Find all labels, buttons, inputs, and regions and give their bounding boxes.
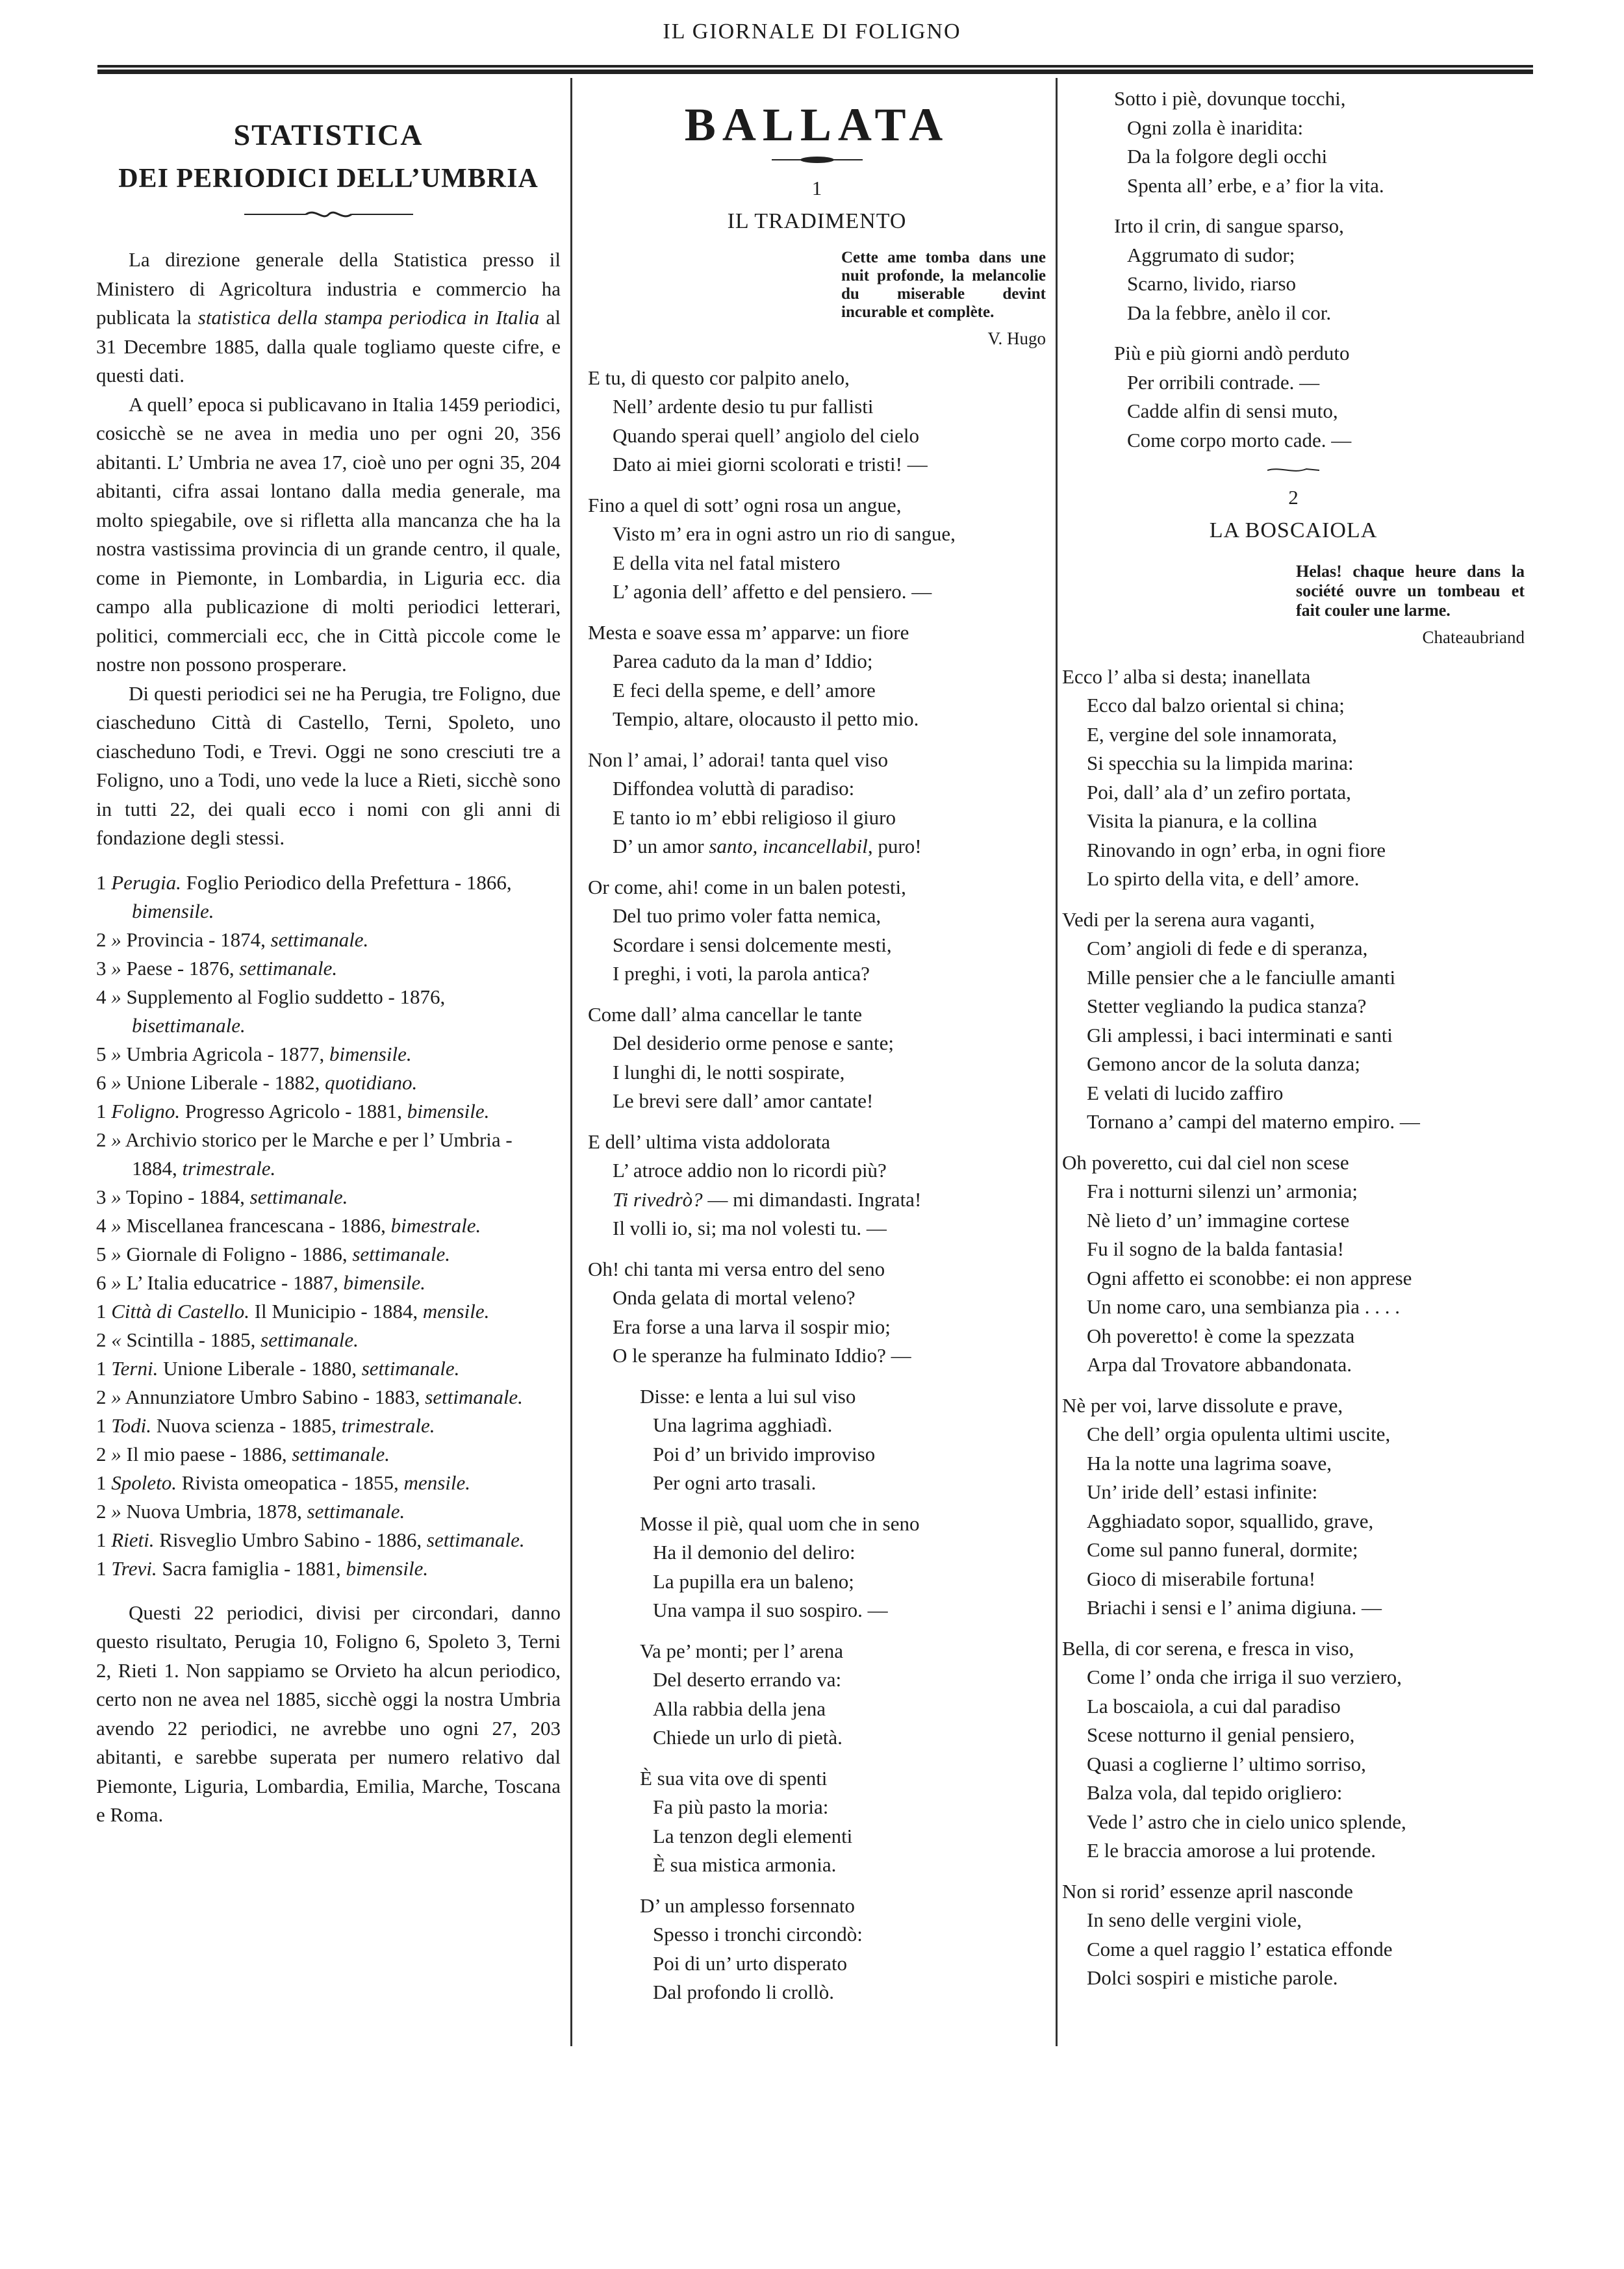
periodical-number: 6: [96, 1271, 112, 1294]
verse-line: Agghiadato sopor, squallido, grave,: [1087, 1509, 1374, 1532]
verse-line: Ecco dal balzo oriental si china;: [1087, 694, 1345, 716]
verse-line: D’ un amplesso forsennato: [640, 1894, 855, 1917]
column-boscaiola: [1062, 84, 1525, 2066]
verse-line: Si specchia su la limpida marina:: [1087, 752, 1354, 774]
periodical-name: Annunziatore Umbro Sabino - 1883,: [121, 1385, 425, 1408]
verse-line: Diffondea voluttà di paradiso:: [613, 777, 855, 800]
verse-line: La pupilla era un baleno;: [653, 1569, 854, 1593]
periodical-frequency: trimestrale.: [182, 1156, 276, 1180]
flourish-ornament: [244, 207, 413, 222]
verse-line: Fino a quel di sott’ ogni rosa un angue,: [588, 493, 902, 516]
periodical-frequency: settimanale.: [239, 956, 338, 980]
stanza: [1062, 1634, 1525, 1866]
verse-line: Ogni zolla è inaridita:: [1127, 116, 1304, 139]
verse-line: Più e più giorni andò perduto: [1114, 342, 1350, 364]
header-rule: [97, 65, 1533, 74]
periodical-number: 5: [96, 1042, 112, 1065]
article-title: STATISTICA: [233, 118, 424, 151]
periodical-name: Rivista omeopatica - 1855,: [177, 1471, 404, 1494]
periodical-name: Umbria Agricola - 1877,: [121, 1042, 330, 1065]
verse-line: Tempio, altare, olocausto il petto mio.: [613, 707, 919, 730]
verse-line: Ecco l’ alba si desta; inanellata: [1062, 665, 1311, 688]
periodical-number: 1: [96, 1528, 112, 1551]
periodical-frequency: bimestrale.: [390, 1213, 481, 1237]
part1-stanzas: [588, 364, 1046, 1371]
stanza: [588, 873, 1046, 989]
column-statistica: [96, 84, 561, 2066]
column-divider-1: [570, 78, 572, 2046]
periodical-name: Nuova scienza - 1885,: [151, 1413, 342, 1437]
part2-epigraph: Helas! chaque heure dans la société ouvre un tombeau et fait couler une larme.: [1296, 562, 1525, 620]
verse-line: Sotto i piè, dovunque tocchi,: [1114, 87, 1346, 110]
periodical-number: 5: [96, 1242, 112, 1265]
stanza: [588, 491, 1046, 607]
periodical-name: Foglio Periodico della Prefettura - 1866,: [181, 870, 512, 894]
verse-line: Scese notturno il genial pensiero,: [1087, 1723, 1355, 1746]
verse-line: Nè per voi, larve dissolute e prave,: [1062, 1393, 1343, 1417]
verse-line: Che dell’ orgia opulenta ultimi uscite,: [1087, 1423, 1391, 1445]
periodical-number: 1: [96, 1099, 112, 1122]
verse-line: Mille pensier che a le fanciulle amanti: [1087, 965, 1396, 989]
periodical-number: 1: [96, 870, 112, 894]
periodical-city: »: [111, 1213, 121, 1237]
periodical-name: Sacra famiglia - 1881,: [157, 1556, 346, 1580]
section-ornament: [1267, 466, 1319, 474]
periodical-name: Unione Liberale - 1882,: [121, 1071, 325, 1094]
stanza: [588, 1128, 1046, 1243]
periodical-city: »: [111, 1071, 121, 1094]
verse-line: Rinovando in ogn’ erba, in ogni fiore: [1087, 838, 1386, 861]
periodical-city: Spoleto.: [111, 1471, 177, 1494]
verse-line: È sua vita ove di spenti: [640, 1766, 828, 1790]
verse-line: Dal profondo li crollò.: [653, 1981, 834, 2003]
article-subtitle: DEI PERIODICI DELL’UMBRIA: [118, 164, 539, 194]
periodical-number: 4: [96, 985, 112, 1008]
verse-line: Da la folgore degli occhi: [1127, 145, 1328, 168]
periodical-number: 2: [96, 1442, 112, 1465]
intro-emphasis: statistica della stampa periodica in Italia: [197, 306, 540, 329]
periodical-name: Progresso Agricolo - 1881,: [180, 1099, 407, 1122]
periodical-item: [96, 1383, 561, 1412]
verse-line: E velati di lucido zaffiro: [1087, 1081, 1284, 1104]
verse-line: Come sul panno funeral, dormite;: [1087, 1538, 1358, 1561]
verse-line: Mesta e soave essa m’ apparve: un fiore: [588, 620, 909, 644]
periodical-number: 1: [96, 1556, 112, 1580]
periodical-frequency: bimensile.: [407, 1099, 490, 1122]
periodical-city: »: [111, 1442, 121, 1465]
verse-line: Quasi a coglierne l’ ultimo sorriso,: [1087, 1752, 1366, 1775]
verse-line: Scordare i sensi dolcemente mesti,: [613, 933, 892, 956]
periodical-number: 1: [96, 1356, 112, 1380]
verse-emphasis: Ti rivedrò?: [613, 1187, 703, 1211]
verse-line: E, vergine del sole innamorata,: [1087, 722, 1338, 746]
verse-line: Ti rivedrò? — mi dimandasti. Ingrata!: [613, 1187, 922, 1211]
verse-line: Com’ angioli di fede e di speranza,: [1087, 937, 1368, 959]
stanza: [1062, 906, 1525, 1137]
periodical-city: «: [111, 1328, 121, 1351]
verse-line: Scarno, livido, riarso: [1127, 272, 1297, 295]
verse-line: Fra i notturni silenzi un’ armonia;: [1087, 1180, 1358, 1202]
periodical-item: [96, 1554, 561, 1583]
periodical-city: Foligno.: [111, 1099, 181, 1122]
verse-line: Disse: e lenta a lui sul viso: [640, 1384, 856, 1408]
periodical-item: [96, 1097, 561, 1126]
verse-line: Visto m’ era in ogni astro un rio di sangue,: [613, 522, 956, 545]
periodical-item: [96, 1240, 561, 1269]
periodical-city: Trevi.: [111, 1556, 157, 1580]
periodical-item: [96, 1412, 561, 1440]
verse-line: E tanto io m’ ebbi religioso il giuro: [613, 805, 896, 829]
verse-line: Parea caduto da la man d’ Iddio;: [613, 650, 873, 672]
periodical-number: 3: [96, 1185, 112, 1208]
verse-line: Era forse a una larva il sospir mio;: [613, 1315, 891, 1338]
periodical-frequency: settimanale.: [307, 1499, 405, 1523]
part2-number: 2: [1288, 486, 1299, 509]
verse-line: Dolci sospiri e mistiche parole.: [1087, 1966, 1338, 1989]
verse-line: Arpa dal Trovatore abbandonata.: [1087, 1353, 1352, 1376]
verse-line: Non si rorid’ essenze april nasconde: [1062, 1879, 1353, 1903]
periodical-city: »: [111, 985, 121, 1008]
stanza: [1062, 84, 1525, 200]
periodical-item: [96, 1526, 561, 1554]
periodical-name: Miscellanea francescana - 1886,: [121, 1213, 391, 1237]
stanza: [588, 1510, 1046, 1625]
part1-narrative: [588, 1382, 1046, 2007]
verse-line: Come dall’ alma cancellar le tante: [588, 1002, 863, 1026]
verse-line: Del tuo primo voler fatta nemica,: [613, 904, 882, 927]
verse-line: Dato ai miei giorni scolorati e tristi! —: [613, 453, 928, 475]
periodical-name: Il Municipio - 1884,: [249, 1299, 423, 1323]
part2-title: LA BOSCAIOLA: [1209, 518, 1378, 542]
verse-line: Oh poveretto, cui dal ciel non scese: [1062, 1150, 1349, 1174]
part1-ending: [1062, 84, 1525, 455]
periodical-frequency: settimanale.: [270, 928, 369, 951]
periodical-frequency: bimensile.: [343, 1271, 426, 1294]
periodical-city: »: [111, 1271, 121, 1294]
periodical-item: [96, 1297, 561, 1326]
verse-line: E feci della speme, e dell’ amore: [613, 678, 876, 702]
verse-line: Irto il crin, di sangue sparso,: [1114, 214, 1344, 237]
verse-line: Un nome caro, una sembianza pia . . . .: [1087, 1295, 1401, 1318]
verse-line: D’ un amor santo, incancellabil, puro!: [613, 835, 922, 857]
periodical-name: Archivio storico per le Marche e per l’ Umbria - 1884,: [121, 1128, 513, 1180]
periodical-name: Nuova Umbria, 1878,: [121, 1499, 307, 1523]
verse-line: Oh! chi tanta mi versa entro del seno: [588, 1257, 885, 1280]
verse-line: Oh poveretto! è come la spezzata: [1087, 1324, 1355, 1347]
verse-line: L’ agonia dell’ affetto e del pensiero. —: [613, 580, 932, 603]
intro-paragraph: La direzione generale della Statistica presso il Ministero di Agricoltura industria e commercio ha publicata la statistica della stampa periodica in Italia al 31 Decembre 1885, dalla quale togliamo queste cifre, e questi dati.: [96, 248, 561, 387]
article-closing: Questi 22 periodici, divisi per circondari, danno questo risultato, Perugia 10, Foligno 6, Spoleto 3, Terni 2, Rieti 1. Non sappiamo se Orvieto ha alcun periodico, certo non ne avea nel 1885, sicchè oggi la nostra Umbria avendo 22 periodici, ne avrebbe uno ogni 27, 203 abitanti, e sarebbe superata per numero relativo dal Piemonte, Liguria, Lombardia, Emilia, Marche, Toscana e Roma.: [96, 1601, 561, 1826]
periodical-item: [96, 983, 561, 1040]
stanza: [588, 364, 1046, 479]
periodical-city: »: [111, 1242, 121, 1265]
verse-line: Or come, ahi! come in un balen potesti,: [588, 875, 906, 898]
periodical-item: [96, 1040, 561, 1069]
periodical-number: 1: [96, 1413, 112, 1437]
periodical-item: [96, 1497, 561, 1526]
verse-line: Il volli io, si; ma nol volesti tu. —: [613, 1217, 887, 1239]
periodical-item: [96, 1469, 561, 1497]
periodical-number: 2: [96, 1128, 112, 1151]
verse-line: In seno delle vergini viole,: [1087, 1908, 1302, 1931]
stanza: [1062, 663, 1525, 894]
periodical-city: Terni.: [111, 1356, 159, 1380]
verse-line: Poi d’ un brivido improviso: [653, 1442, 876, 1465]
verse-line: Tornano a’ campi del materno empiro. —: [1087, 1110, 1420, 1133]
periodical-name: Giornale di Foligno - 1886,: [121, 1242, 353, 1265]
periodical-name: Unione Liberale - 1880,: [158, 1356, 362, 1380]
periodical-frequency: mensile.: [403, 1471, 470, 1494]
stanza: [588, 1637, 1046, 1753]
periodical-item: [96, 1440, 561, 1469]
verse-line: Ogni affetto ei sconobbe: ei non apprese: [1087, 1266, 1412, 1289]
verse-line: Cadde alfin di sensi muto,: [1127, 399, 1338, 422]
stanza: [588, 618, 1046, 734]
stanza: [1062, 339, 1525, 455]
periodical-item: [96, 926, 561, 954]
periodical-city: »: [111, 1385, 121, 1408]
periodical-item: [96, 1126, 561, 1183]
periodical-name: Risveglio Umbro Sabino - 1886,: [154, 1528, 427, 1551]
verse-line: Una lagrima agghiadì.: [653, 1413, 833, 1436]
periodical-frequency: bimensile.: [329, 1042, 412, 1065]
verse-line: Vede l’ astro che in cielo unico splende,: [1087, 1810, 1406, 1833]
periodical-frequency: trimestrale.: [341, 1413, 435, 1437]
periodical-name: L’ Italia educatrice - 1887,: [121, 1271, 344, 1294]
verse-line: Poi di un’ urto disperato: [653, 1951, 848, 1975]
periodical-number: 1: [96, 1471, 112, 1494]
stanza: [588, 1000, 1046, 1116]
stanza: [1062, 1148, 1525, 1380]
periodical-frequency: quotidiano.: [325, 1071, 418, 1094]
verse-line: Nell’ ardente desio tu pur fallisti: [613, 395, 874, 418]
verse-line: E le braccia amorose a lui protende.: [1087, 1839, 1376, 1862]
periodical-frequency: bisettimanale.: [132, 1013, 246, 1037]
title-ornament: [772, 155, 863, 165]
periodicals-list: [96, 868, 561, 1583]
intro-paragraph: Di questi periodici sei ne ha Perugia, tre Foligno, due ciascheduno Città di Castello, Terni, Spoleto, uno ciascheduno Todi, e Trevi. Oggi ne sono cresciuti tre a Foligno, uno a Todi, uno vede la luce a Rieti, sicchè sono in tutti 22, dei quali ecco i nomi con gli anni di fondazione degli stessi.: [96, 681, 561, 849]
periodical-name: Scintilla - 1885,: [121, 1328, 261, 1351]
verse-line: Del desiderio orme penose e sante;: [613, 1032, 894, 1054]
periodical-number: 3: [96, 956, 112, 980]
periodical-number: 2: [96, 1385, 112, 1408]
verse-line: E dell’ ultima vista addolorata: [588, 1130, 831, 1153]
periodical-item: [96, 954, 561, 983]
periodical-frequency: settimanale.: [292, 1442, 390, 1465]
column-ballata: [588, 84, 1046, 2066]
masthead: IL GIORNALE DI FOLIGNO: [663, 19, 961, 44]
periodical-item: [96, 1354, 561, 1383]
periodical-frequency: bimensile.: [132, 899, 214, 922]
verse-line: Visita la pianura, e la collina: [1087, 809, 1317, 832]
periodical-frequency: settimanale.: [426, 1528, 525, 1551]
part1-title: IL TRADIMENTO: [727, 209, 907, 233]
periodical-name: Supplemento al Foglio suddetto - 1876,: [121, 985, 446, 1008]
part1-epigraph: Cette ame tomba dans une nuit profonde, la melancolie du miserable devint incurable et complète.: [841, 249, 1046, 321]
verse-line: E della vita nel fatal mistero: [613, 551, 841, 574]
verse-line: Nè lieto d’ un’ immagine cortese: [1087, 1208, 1350, 1232]
verse-line: Balza vola, dal tepido origliero:: [1087, 1781, 1343, 1804]
periodical-frequency: mensile.: [422, 1299, 490, 1323]
verse-line: Un’ iride dell’ estasi infinite:: [1087, 1480, 1318, 1503]
verse-line: Non l’ amai, l’ adorai! tanta quel viso: [588, 748, 888, 771]
periodical-item: [96, 1269, 561, 1297]
periodical-item: [96, 868, 561, 926]
periodical-city: Todi.: [111, 1413, 152, 1437]
stanza: [1062, 1391, 1525, 1623]
periodical-item: [96, 1211, 561, 1240]
poem-title: BALLATA: [684, 99, 950, 151]
verse-line: È sua mistica armonia.: [653, 1853, 837, 1876]
stanza: [588, 1255, 1046, 1371]
verse-line: Le brevi sere dall’ amor cantate!: [613, 1089, 874, 1112]
verse-line: Bella, di cor serena, e fresca in viso,: [1062, 1636, 1354, 1660]
periodical-city: »: [111, 1185, 121, 1208]
periodical-city: »: [111, 1499, 121, 1523]
verse-line: Va pe’ monti; per l’ arena: [640, 1639, 844, 1662]
periodical-number: 1: [96, 1299, 112, 1323]
periodical-item: [96, 1183, 561, 1211]
periodical-city: »: [111, 928, 121, 951]
verse-line: Chiede un urlo di pietà.: [653, 1726, 843, 1749]
stanza: [1062, 1877, 1525, 1993]
periodical-city: Perugia.: [111, 870, 181, 894]
verse-line: Briachi i sensi e l’ anima digiuna. —: [1087, 1596, 1382, 1619]
verse-line: L’ atroce addio non lo ricordi più?: [613, 1159, 887, 1182]
periodical-frequency: settimanale.: [361, 1356, 460, 1380]
periodical-frequency: settimanale.: [352, 1242, 451, 1265]
verse-line: Una vampa il suo sospiro. —: [653, 1599, 888, 1621]
column-divider-2: [1056, 78, 1058, 2046]
verse-line: Da la febbre, anèlo il cor.: [1127, 301, 1332, 324]
verse-line: Vedi per la serena aura vaganti,: [1062, 907, 1315, 931]
periodical-city: »: [111, 956, 121, 980]
article-intro: [96, 246, 561, 853]
verse-line: Per orribili contrade. —: [1127, 370, 1320, 394]
periodical-number: 6: [96, 1071, 112, 1094]
periodical-name: Provincia - 1874,: [121, 928, 271, 951]
periodical-number: 4: [96, 1213, 112, 1237]
periodical-number: 2: [96, 1328, 112, 1351]
periodical-frequency: settimanale.: [260, 1328, 359, 1351]
periodical-name: Paese - 1876,: [121, 956, 240, 980]
verse-line: I preghi, i voti, la parola antica?: [613, 962, 870, 985]
part2-stanzas: [1062, 663, 1525, 1993]
verse-line: Fa più pasto la moria:: [653, 1795, 829, 1818]
verse-line: O le speranze ha fulminato Iddio? —: [613, 1344, 911, 1367]
verse-line: I lunghi di, le notti sospirate,: [613, 1060, 845, 1084]
verse-line: Gioco di miserabile fortuna!: [1087, 1567, 1316, 1590]
periodical-number: 2: [96, 928, 112, 951]
verse-line: Ha il demonio del deliro:: [653, 1541, 856, 1564]
verse-line: Ha la notte una lagrima soave,: [1087, 1451, 1332, 1475]
part1-epigraph-author: V. Hugo: [987, 329, 1046, 348]
verse-line: Stetter vegliando la pudica stanza?: [1087, 995, 1367, 1017]
verse-line: Onda gelata di mortal veleno?: [613, 1286, 856, 1309]
periodical-city: Città di Castello.: [111, 1299, 249, 1323]
periodical-city: »: [111, 1128, 121, 1151]
verse-line: Gli amplessi, i baci interminati e santi: [1087, 1023, 1393, 1046]
verse-line: Del deserto errando va:: [653, 1668, 842, 1691]
periodical-number: 2: [96, 1499, 112, 1523]
verse-line: Spenta all’ erbe, e a’ fior la vita.: [1127, 173, 1384, 197]
verse-line: Lo spirto della vita, e dell’ amore.: [1087, 867, 1360, 890]
verse-line: Come a quel raggio l’ estatica effonde: [1087, 1937, 1393, 1960]
periodical-city: Rieti.: [111, 1528, 155, 1551]
periodical-city: »: [111, 1042, 121, 1065]
verse-line: E tu, di questo cor palpito anelo,: [588, 366, 850, 389]
verse-line: Poi, dall’ ala d’ un zefiro portata,: [1087, 780, 1351, 804]
verse-line: Come corpo morto cade. —: [1127, 428, 1352, 451]
periodical-frequency: settimanale.: [425, 1385, 523, 1408]
verse-line: Fu il sogno de la balda fantasia!: [1087, 1237, 1345, 1260]
stanza: [1062, 212, 1525, 327]
periodical-name: Topino - 1884,: [121, 1185, 250, 1208]
periodical-frequency: settimanale.: [249, 1185, 348, 1208]
verse-line: Come l’ onda che irriga il suo verziero,: [1087, 1666, 1402, 1688]
part2-epigraph-author: Chateaubriand: [1422, 627, 1525, 647]
part1-number: 1: [811, 177, 822, 199]
stanza: [588, 1382, 1046, 1498]
stanza: [588, 1764, 1046, 1880]
intro-paragraph: A quell’ epoca si publicavano in Italia 1459 periodici, cosicchè se ne avea in media uno per ogni 20, 356 abitanti. L’ Umbria ne avea 17, cioè uno per ogni 35, 204 abitanti, cifra assai lontano dalla media generale, ma molto spiegabile, ove si rifletta alla mancanza che ha la nostra vastissima provincia di un grande centro, il quale, come in Piemonte, in Lombardia, in Liguria ecc. dia campo alla publicazione di molti periodici letterari, politici, commerciali ecc, che in Città piccole come le nostre non possono prosperare.: [96, 392, 561, 676]
verse-line: Per ogni arto trasali.: [653, 1471, 817, 1494]
verse-line: Gemono ancor de la soluta danza;: [1087, 1052, 1360, 1075]
periodical-frequency: bimensile.: [346, 1556, 429, 1580]
stanza: [588, 746, 1046, 861]
verse-line: Mosse il piè, qual uom che in seno: [640, 1512, 920, 1535]
stanza: [588, 1892, 1046, 2007]
verse-line: La tenzon degli elementi: [653, 1824, 853, 1847]
verse-line: Quando sperai quell’ angiolo del cielo: [613, 424, 920, 447]
verse-line: Alla rabbia della jena: [653, 1697, 826, 1720]
periodical-item: [96, 1326, 561, 1354]
periodical-item: [96, 1069, 561, 1097]
verse-line: Aggrumato di sudor;: [1127, 243, 1295, 266]
verse-line: Spesso i tronchi circondò:: [653, 1923, 863, 1946]
verse-emphasis: santo, incancellabil: [709, 835, 868, 857]
periodical-name: Il mio paese - 1886,: [121, 1442, 292, 1465]
verse-line: La boscaiola, a cui dal paradiso: [1087, 1694, 1341, 1718]
